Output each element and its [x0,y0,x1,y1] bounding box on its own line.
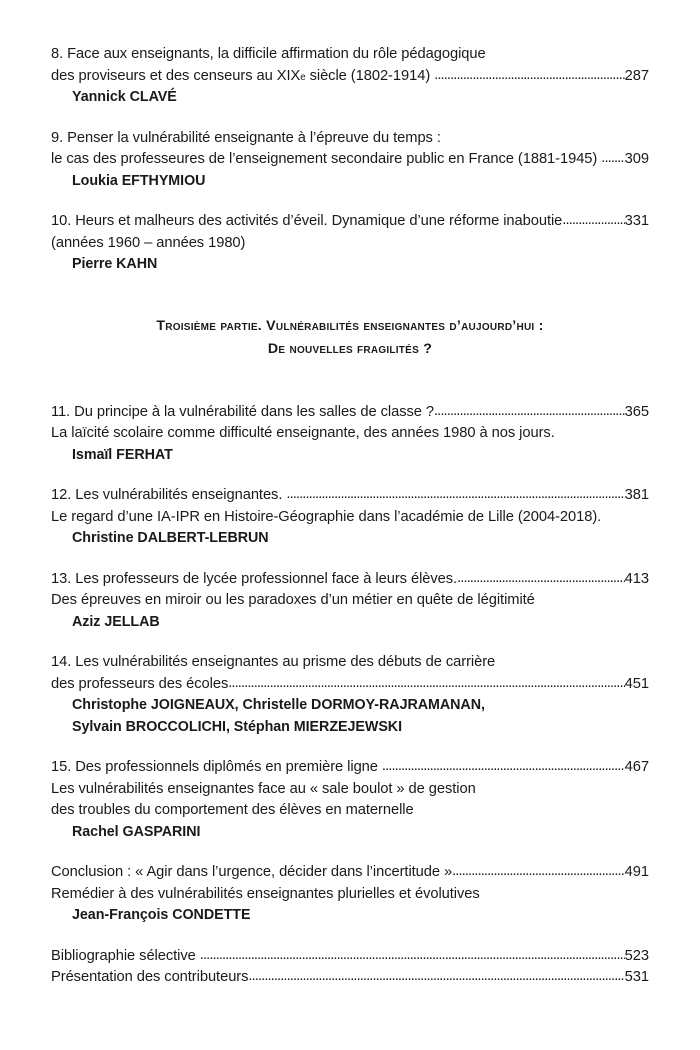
toc-entry-11-page: 365 [624,403,649,420]
toc-entry-15-title-text: 15. Des professionnels diplômés en première ligne [51,759,382,775]
toc-entry-15-page: 467 [624,759,649,775]
toc-entry-12-title-text: 12. Les vulnérabilités enseignantes. [51,487,287,503]
toc-entry-14-title-line-2 [51,674,649,696]
toc-back-matter-bibliography [51,946,649,968]
dot-leader [200,945,625,967]
toc-entry-10-title-line-2: (années 1960 – années 1980) [51,234,246,251]
toc-entry-13-title-line-1 [51,569,649,591]
toc-entry-10-title-text: 10. Heurs et malheurs des activités d’éveil. Dynamique d’une réforme inaboutie [51,213,563,229]
toc-entry-14-title-text: des professeurs des écoles [51,675,229,692]
toc-conclusion-title-line-1 [51,862,649,884]
toc-entry-12-title-line-1 [51,485,649,507]
toc-back-matter [51,946,649,989]
toc-entry-11-title-line-2: La laïcité scolaire comme difficulté enseignante, des années 1980 à nos jours. [51,425,555,441]
dot-leader [434,65,624,87]
toc-entry-13-title-line-2: Des épreuves en miroir ou les paradoxes d’un métier en quête de légitimité [51,592,535,608]
toc-conclusion-title-text: Conclusion : « Agir dans l’urgence, décider dans l’incertitude » [51,864,453,880]
toc-back-matter-contributors [51,967,649,989]
toc-entry-9 [51,128,649,193]
toc-entry-10-page: 331 [624,213,649,229]
part-heading [51,315,649,361]
toc-entry-8 [51,44,649,109]
part-heading-line-2: De nouvelles fragilités ? [267,340,433,357]
toc-entry-8-title-text-post: siècle (1802-1914) [305,67,435,84]
toc-entry-10-title-line-1 [51,211,649,233]
toc-entry-10 [51,211,649,276]
dot-leader [228,673,624,695]
toc-entry-12-title-line-2: Le regard d’une IA-IPR en Histoire-Géographie dans l’académie de Lille (2004-2018). [51,508,602,525]
dot-leader [434,401,625,423]
toc-entry-8-title-line-1: 8. Face aux enseignants, la difficile affirmation du rôle pédagogique [51,46,486,62]
part-heading-line-1: Troisième partie. Vulnérabilités enseignantes d’aujourd’hui : [156,317,544,334]
toc-back-matter-contributors-page: 531 [624,969,649,985]
dot-leader [286,484,624,506]
toc-list [51,44,649,989]
toc-entry-15 [51,757,649,843]
toc-conclusion-page: 491 [624,864,649,880]
toc-entry-8-author: Yannick CLAVÉ [72,89,177,105]
toc-entry-9-title-text: le cas des professeures de l’enseignement secondaire public en France (1881-1945) [51,151,602,167]
toc-entry-14-page: 451 [624,675,649,692]
toc-entry-13-page: 413 [624,570,649,587]
toc-entry-14-author-line-1: Christophe JOIGNEAUX, Christelle DORMOY-RAJRAMANAN, [72,697,485,713]
toc-entry-14-title-line-1: 14. Les vulnérabilités enseignantes au prisme des débuts de carrière [51,654,496,670]
toc-entry-9-title-line-1: 9. Penser la vulnérabilité enseignante à l’épreuve du temps : [51,129,441,146]
toc-entry-8-title-line-2: des proviseurs et des censeurs au XIX e siècle (1802-1914) ..... 287 [51,66,649,88]
toc-entry-conclusion [51,862,649,927]
toc-entry-11-title-text: 11. Du principe à la vulnérabilité dans les salles de classe ? [51,403,434,420]
toc-back-matter-contributors-label: Présentation des contributeurs [51,969,249,985]
toc-entry-8-title-text-pre: des proviseurs et des censeurs au XIX [51,67,301,84]
toc-entry-9-author: Loukia EFTHYMIOU [72,172,206,189]
toc-entry-12-author: Christine DALBERT-LEBRUN [72,530,269,546]
toc-entry-14 [51,652,649,738]
toc-entry-10-author: Pierre KAHN [72,256,158,272]
toc-entry-11 [51,402,649,467]
toc-conclusion-title-line-2: Remédier à des vulnérabilités enseignantes plurielles et évolutives [51,885,480,902]
toc-entry-14-author-line-2: Sylvain BROCCOLICHI, Stéphan MIERZEJEWSKI [72,718,402,735]
dot-leader [382,756,625,778]
toc-entry-13 [51,569,649,634]
toc-entry-13-title-text: 13. Les professeurs de lycée professionnel face à leurs élèves. [51,570,458,587]
toc-back-matter-bibliography-label: Bibliographie sélective [51,947,200,964]
toc-conclusion-author: Jean-François CONDETTE [72,907,251,923]
toc-entry-12-page: 381 [624,487,649,503]
toc-entry-15-title-line-3: des troubles du comportement des élèves en maternelle [51,802,414,818]
toc-entry-12 [51,485,649,550]
dot-leader [457,568,625,590]
toc-entry-8-page: 287 [624,67,649,84]
dot-leader [248,966,624,988]
toc-entry-9-title-line-2 [51,149,649,171]
dot-leader [452,861,625,883]
dot-leader [562,210,624,232]
toc-entry-15-author: Rachel GASPARINI [72,823,201,840]
toc-entry-13-author: Aziz JELLAB [72,613,160,630]
toc-entry-9-page: 309 [624,151,649,167]
dot-leader [601,148,624,170]
toc-entry-11-author: Ismaïl FERHAT [72,446,173,463]
toc-entry-11-title-line-1 [51,402,649,424]
toc-entry-15-title-line-1 [51,757,649,779]
toc-entry-15-title-line-2: Les vulnérabilités enseignantes face au « sale boulot » de gestion [51,780,476,797]
toc-back-matter-bibliography-page: 523 [624,947,649,964]
